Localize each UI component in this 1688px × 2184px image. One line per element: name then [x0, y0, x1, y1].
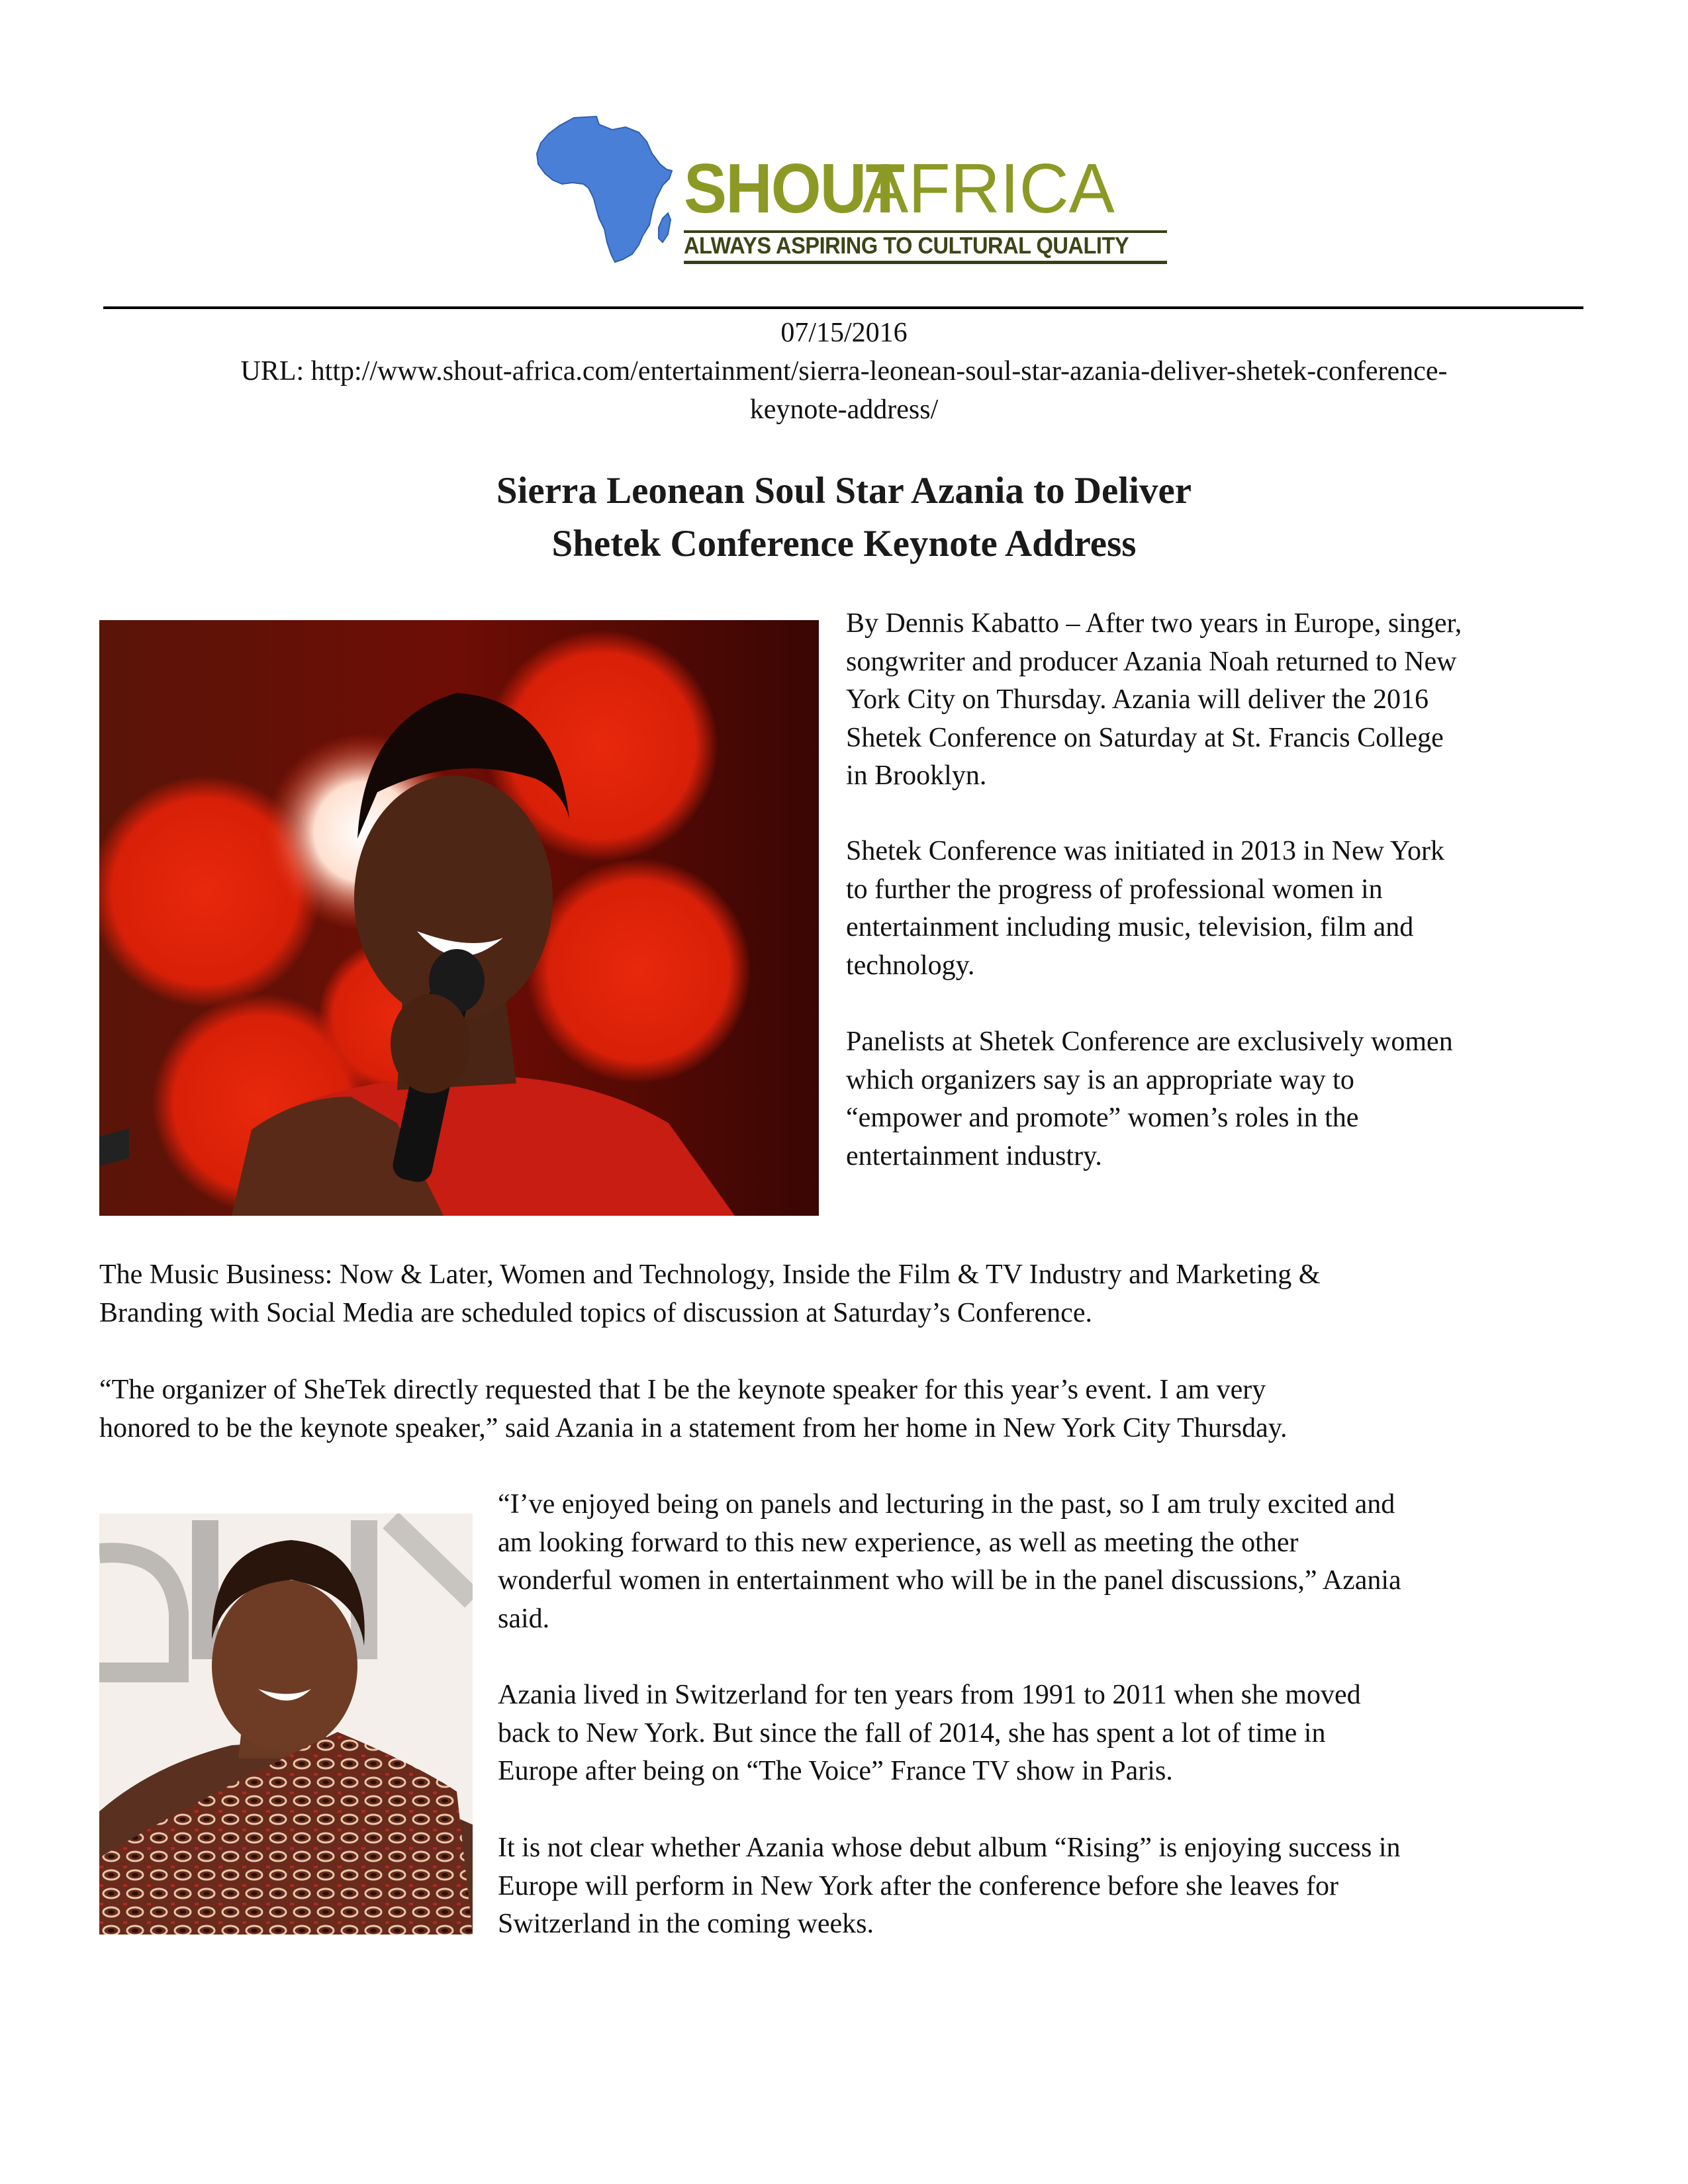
text-line: wonderful women in entertainment who will be in the panel discussions,” Azania — [498, 1565, 1401, 1596]
text-line: said. — [498, 1603, 550, 1634]
photo-portrait — [99, 1514, 473, 1934]
text-line: in Brooklyn. — [846, 760, 987, 791]
article-date: 07/15/2016 — [780, 318, 908, 348]
text-line: Shetek Conference was initiated in 2013 in New York — [846, 836, 1445, 866]
article-paragraph-3 — [846, 1023, 1453, 1175]
headline-line-1: Sierra Leonean Soul Star Azania to Deliver — [496, 470, 1192, 512]
logo-tagline: ALWAYS ASPIRING TO CULTURAL QUALITY — [684, 233, 1129, 259]
text-line: Europe will perform in New York after the conference before she leaves for — [498, 1870, 1338, 1901]
article-paragraph-2 — [846, 833, 1444, 985]
text-line: Switzerland in the coming weeks. — [498, 1909, 874, 1939]
article-url-line-2: keynote-address/ — [749, 394, 939, 425]
article-url-line-1: URL: http://www.shout-africa.com/entertainment/sierra-leonean-soul-star-azania-deliver-shetek-conference- — [240, 356, 1448, 387]
shout-africa-logo — [533, 113, 1168, 271]
text-line: songwriter and producer Azania Noah returned to New — [846, 646, 1457, 677]
article-paragraph-6 — [498, 1486, 1401, 1638]
text-line: It is not clear whether Azania whose debut album “Rising” is enjoying success in — [498, 1833, 1401, 1863]
text-line: Europe after being on “The Voice” France TV show in Paris. — [498, 1756, 1173, 1786]
text-line: entertainment industry. — [846, 1140, 1102, 1171]
text-line: to further the progress of professional women in — [846, 874, 1383, 905]
text-line: Panelists at Shetek Conference are exclusively women — [846, 1026, 1453, 1057]
text-line: back to New York. But since the fall of 2014, she has spent a lot of time in — [498, 1717, 1326, 1749]
article-paragraph-8 — [498, 1829, 1401, 1944]
photo-singer-on-stage — [99, 620, 819, 1216]
article-paragraph-4 — [99, 1256, 1320, 1332]
text-line: The Music Business: Now & Later, Women and Technology, Inside the Film & TV Industry and Marketing & — [99, 1259, 1321, 1290]
text-line: entertainment including music, television, film and — [846, 912, 1414, 942]
madagascar-island — [659, 213, 671, 242]
logo-africa-text: AFRICA — [863, 150, 1115, 228]
text-line: am looking forward to this new experience, as well as meeting the other — [498, 1527, 1299, 1558]
article-paragraph-5 — [99, 1371, 1288, 1447]
text-line: which organizers say is an appropriate way to — [846, 1064, 1354, 1095]
africa-map-icon — [533, 113, 679, 271]
header-divider — [103, 306, 1583, 309]
headline-line-2: Shetek Conference Keynote Address — [551, 523, 1137, 565]
africa-continent — [537, 116, 672, 262]
text-line: Azania lived in Switzerland for ten years from 1991 to 2011 when she moved — [498, 1680, 1361, 1710]
text-line: Branding with Social Media are scheduled topics of discussion at Saturday’s Conference. — [99, 1297, 1092, 1328]
article-paragraph-1 — [846, 605, 1462, 796]
text-line: technology. — [846, 950, 975, 981]
text-line: York City on Thursday. Azania will deliver the 2016 — [846, 684, 1429, 715]
logo-tagline-band — [684, 230, 1167, 264]
text-line: “The organizer of SheTek directly requested that I be the keynote speaker for this year’s event. I am very — [99, 1375, 1266, 1405]
text-line: By Dennis Kabatto – After two years in Europe, singer, — [846, 608, 1462, 639]
text-line: “I’ve enjoyed being on panels and lecturing in the past, so I am truly excited and — [498, 1489, 1395, 1520]
text-line: honored to be the keynote speaker,” said Azania in a statement from her home in New York City Thursday. — [99, 1412, 1288, 1443]
logo-shout-text: SHOUT — [684, 150, 904, 228]
text-line: Shetek Conference on Saturday at St. Francis College — [846, 722, 1444, 753]
text-line: “empower and promote” women’s roles in the — [846, 1103, 1359, 1133]
article-paragraph-7 — [498, 1676, 1361, 1791]
